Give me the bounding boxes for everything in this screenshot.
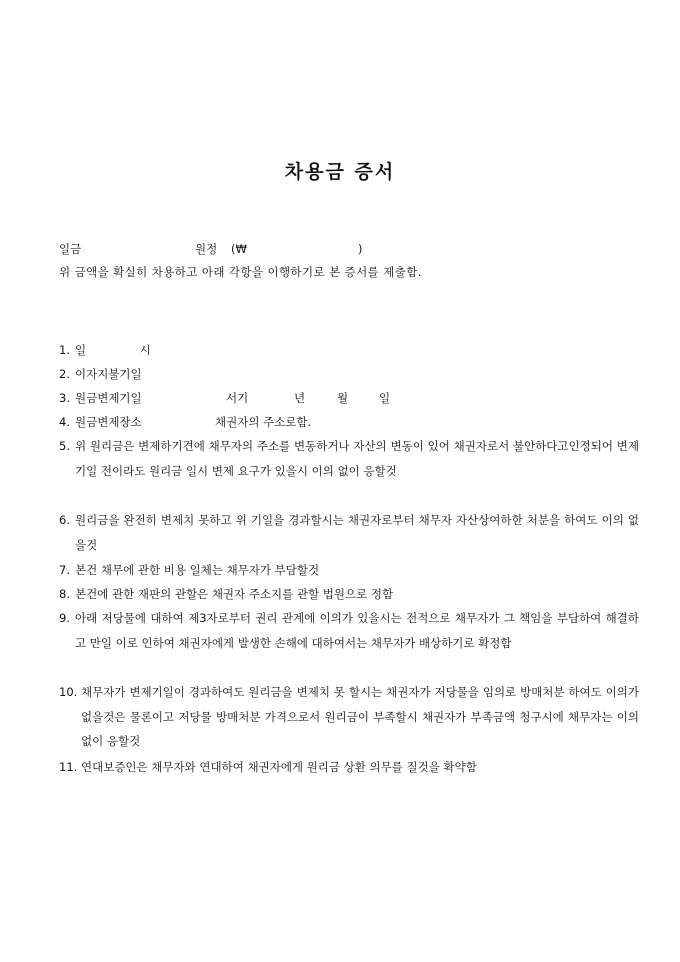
date-era-label: 서기 [226, 391, 249, 405]
clause-text: 일 시 [75, 343, 151, 357]
clause-text: 연대보증인은 채무자와 연대하여 채권자에게 원리금 상환 의무를 질것을 확약함 [81, 760, 477, 774]
clause-number: 4. [59, 415, 70, 429]
clause-item [59, 558, 639, 583]
currency-paren-close: ) [358, 242, 363, 256]
document-title: 차용금 증서 [284, 161, 396, 183]
clause-text: 원금변제기일 [75, 391, 142, 405]
clause-item [59, 606, 639, 655]
clause-item [59, 338, 639, 363]
date-month-label: 월 [337, 391, 349, 405]
clause-number: 7. [59, 563, 70, 577]
amount-label: 일금 [59, 242, 82, 256]
clause-text: 위 원리금은 변제하기견에 채무자의 주소를 변동하거나 자산의 변동이 있어 채권자로서 불안하다고인정되어 변제기일 전이라도 원리금 일시 변제 요구가 있을시 이의 없이 응할것 [75, 439, 639, 478]
clause-text: 원리금을 완전히 변제치 못하고 위 기일을 경과할시는 채권자로부터 채무자 자산상여하한 처분을 하여도 이의 없을것 [75, 513, 639, 552]
clause-item [59, 582, 639, 607]
date-year-label: 년 [294, 391, 306, 405]
clause-number: 8. [59, 587, 70, 601]
clause-item [59, 410, 639, 435]
clause-number: 1. [59, 343, 70, 357]
clause-item [59, 755, 639, 780]
won-label: 원정 [195, 242, 218, 256]
clause-text: 원금변제장소 [75, 415, 142, 429]
clause-text: 채무자가 변제기일이 경과하여도 원리금을 변제치 못 할시는 채권자가 저당물을 임의로 방매처분 하여도 이의가 없을것은 물론이고 저당물 방매처분 가격으로서 원리금이 부족할시 채권자가 부족금액 청구시에 채무자는 이의없이 응할것 [81, 685, 639, 748]
clause-item [59, 508, 639, 557]
clause-number: 10. [59, 685, 78, 699]
clause-number: 6. [59, 513, 70, 527]
clause-text: 이자지불기일 [75, 367, 142, 381]
clause-item [59, 362, 639, 387]
clause-item [59, 386, 639, 411]
statement-text: 위 금액을 확실히 차용하고 아래 각항을 이행하기로 본 증서를 제출함. [59, 265, 422, 279]
clause-item [59, 434, 639, 483]
clause-number: 11. [59, 760, 78, 774]
clause-text: 본건 채무에 관한 비용 일체는 채무자가 부담할것 [75, 563, 320, 577]
clause-number: 5. [59, 439, 70, 453]
payment-place-value: 채권자의 주소로함. [215, 415, 312, 429]
currency-paren-open: (₩ [231, 242, 247, 256]
clause-text: 본건에 관한 재판의 관할은 채권자 주소지를 관할 법원으로 정함 [75, 587, 394, 601]
clause-number: 9. [59, 611, 70, 625]
clause-item [59, 680, 639, 754]
clause-text: 아래 저당물에 대하여 제3자로부터 권리 관계에 이의가 있을시는 전적으로 채무자가 그 책임을 부담하여 해결하고 만일 이로 인하여 채권자에게 발생한 손해에 대하여서는 채무자가 배상하기로 확정함 [75, 611, 639, 650]
clause-number: 2. [59, 367, 70, 381]
clause-number: 3. [59, 391, 70, 405]
date-day-label: 일 [379, 391, 391, 405]
